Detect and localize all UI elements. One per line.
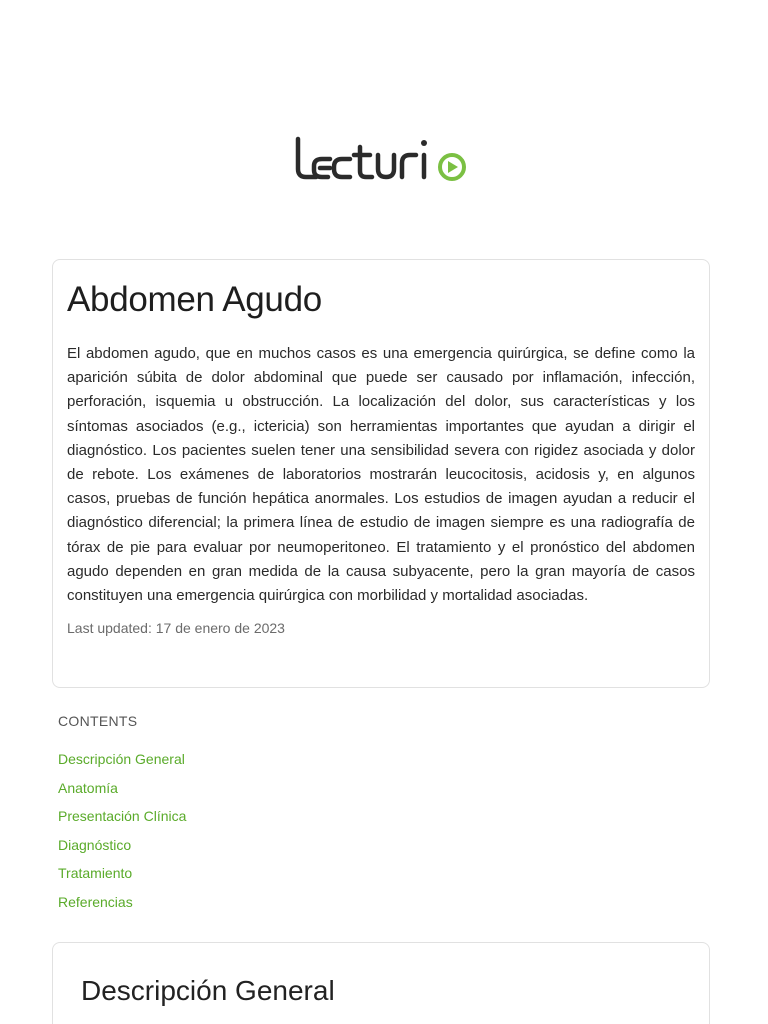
toc-link-anatomia[interactable]: Anatomía bbox=[58, 779, 118, 796]
contents-heading: CONTENTS bbox=[58, 713, 138, 729]
section-title: Descripción General bbox=[81, 975, 335, 1006]
list-item bbox=[58, 888, 458, 917]
section-card-descripcion-general bbox=[52, 942, 710, 1024]
list-item bbox=[58, 831, 458, 860]
lecturio-logo[interactable] bbox=[0, 128, 768, 188]
table-of-contents bbox=[58, 711, 458, 917]
toc-link-descripcion-general[interactable]: Descripción General bbox=[58, 751, 185, 767]
list-item bbox=[58, 774, 458, 803]
logo-mark bbox=[292, 133, 476, 183]
article-summary: El abdomen agudo, que en muchos casos es una emergencia quirúrgica, se define como la aparición súbita de dolor abdominal que puede ser causado por inflamación, infección, perforación, isquemia u obstrucción. La localización del dolor, sus características y los síntomas asociados (e.g., ictericia) son herramientas importantes que ayudan a dirigir el diagnóstico. Los pacientes suelen tener una sensibilidad severa con rigidez asociada y dolor de rebote. Los exámenes de laboratorios mostrarán leucocitosis, acidosis y, en algunos casos, pruebas de función hepática anormales. Los estudios de imagen ayudan a reducir el diagnóstico diferencial; la primera línea de estudio de imagen siempre es una radiografía de tórax de pie para evaluar por neumoperitoneo. El tratamiento y el pronóstico del abdomen agudo dependen en gran medida de la causa subyacente, pero la gran mayoría de casos constituyen una emergencia quirúrgica con morbilidad y mortalidad asociadas. bbox=[67, 345, 695, 605]
contents-list bbox=[58, 745, 458, 917]
toc-link-diagnostico[interactable]: Diagnóstico bbox=[58, 836, 132, 853]
article-title: Abdomen Agudo bbox=[67, 280, 322, 319]
list-item bbox=[58, 859, 458, 888]
toc-link-presentacion-clinica[interactable]: Presentación Clínica bbox=[58, 808, 187, 825]
article-intro-card bbox=[52, 259, 710, 688]
toc-link-referencias[interactable]: Referencias bbox=[58, 893, 133, 910]
list-item bbox=[58, 802, 458, 831]
last-updated: Last updated: 17 de enero de 2023 bbox=[67, 620, 285, 637]
list-item bbox=[58, 745, 458, 774]
toc-link-tratamiento[interactable]: Tratamiento bbox=[58, 865, 133, 882]
